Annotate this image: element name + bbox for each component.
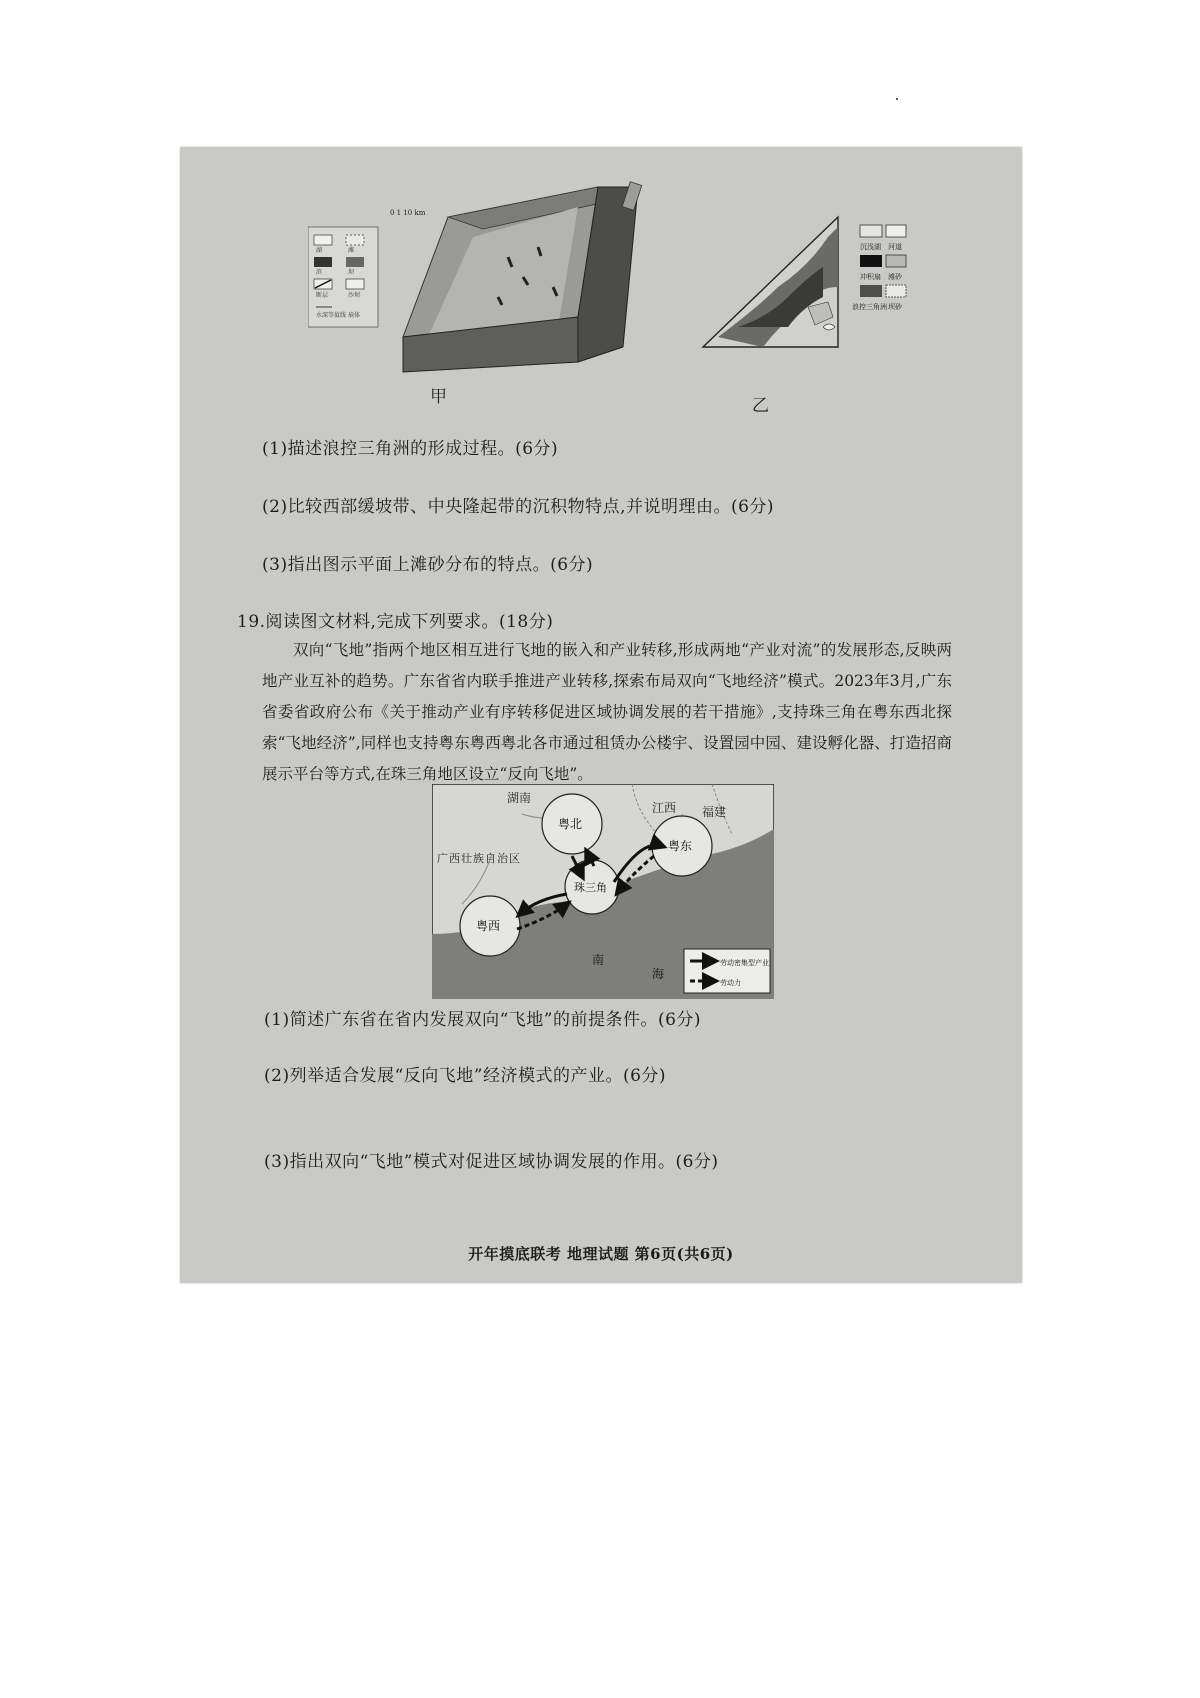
map-yi [703, 217, 838, 347]
map-province-fujian: 福建 [702, 805, 727, 819]
legend-right-label-2: 河道 [888, 243, 902, 251]
guangdong-map [432, 784, 774, 999]
sea-label-1: 南 [592, 953, 605, 967]
legend-left-label-1: 湖 [316, 247, 323, 254]
map-legend [684, 949, 770, 993]
legend-right-label-6: 坝砂 [888, 303, 902, 311]
legend-right-label-5: 浪控三角洲 [852, 303, 887, 311]
q19-sub-2: (2)列举适合发展“反向飞地”经济模式的产业。(6分) [264, 1066, 667, 1086]
block-diagram-jia [403, 182, 642, 372]
caption-yi: 乙 [752, 396, 769, 416]
exam-page [180, 147, 1022, 1283]
legend-left [308, 227, 378, 327]
map-province-guangxi: 广西壮族自治区 [437, 852, 521, 865]
legend-left-label-7: 水深等值线 [316, 312, 347, 319]
q18-sub-3: (3)指出图示平面上滩砂分布的特点。(6分) [262, 555, 594, 575]
map-province-jiangxi: 江西 [652, 801, 677, 815]
legend-left-label-5: 断层 [316, 292, 329, 299]
q19-title: 19.阅读图文材料,完成下列要求。(18分) [237, 612, 554, 632]
legend-left-label-3: 滨 [316, 269, 323, 276]
q18-sub-1: (1)描述浪控三角洲的形成过程。(6分) [262, 439, 559, 459]
page-footer: 开年摸底联考 地理试题 第6页(共6页) [468, 1245, 734, 1263]
q19-sub-1: (1)简述广东省在省内发展双向“飞地”的前提条件。(6分) [264, 1010, 702, 1030]
scan-dot [896, 98, 898, 100]
legend-left-label-8: 扇体 [348, 312, 361, 319]
region-label-yuexi: 粤西 [476, 919, 501, 933]
map-legend-label-1: 劳动密集型产业 [720, 959, 769, 967]
q19-material [262, 635, 952, 790]
geology-figure [308, 177, 908, 397]
map-province-hunan: 湖南 [507, 791, 532, 805]
q18-sub-2: (2)比较西部缓坡带、中央隆起带的沉积物特点,并说明理由。(6分) [262, 497, 775, 517]
legend-right-label-3: 冲积扇 [860, 273, 881, 281]
region-label-zhusanjiao: 珠三角 [574, 881, 607, 894]
scale-label: 0 1 10 km [390, 209, 426, 217]
sea-label-2: 海 [652, 967, 665, 981]
caption-jia: 甲 [430, 387, 447, 407]
legend-right-label-1: 沉浅湖 [860, 243, 881, 251]
region-label-yuedong: 粤东 [668, 839, 693, 853]
region-label-yuebei: 粤北 [558, 817, 583, 831]
legend-right [852, 225, 906, 311]
q19-sub-3: (3)指出双向“飞地”模式对促进区域协调发展的作用。(6分) [264, 1152, 719, 1172]
map-legend-label-2: 劳动力 [720, 979, 741, 987]
q19-paragraph: 双向“飞地”指两个地区相互进行飞地的嵌入和产业转移,形成两地“产业对流”的发展形态,反映两地产业互补的趋势。广东省省内联手推进产业转移,探索布局双向“飞地经济”模式。2023年3月,广东省委省政府公布《关于推动产业有序转移促进区域协调发展的若干措施》,支持珠三角在粤东西北探索“飞地经济”,同样也支持粤东粤西粤北各市通过租赁办公楼宇、设置园中园、建设孵化器、打造招商展示平台等方式,在珠三角地区设立“反向飞地”。 [262, 641, 952, 783]
legend-right-label-4: 滩砂 [888, 273, 902, 281]
legend-left-label-6: 沙坝 [348, 292, 361, 299]
legend-left-label-4: 坝 [348, 269, 355, 276]
legend-left-label-2: 滩 [348, 247, 355, 254]
